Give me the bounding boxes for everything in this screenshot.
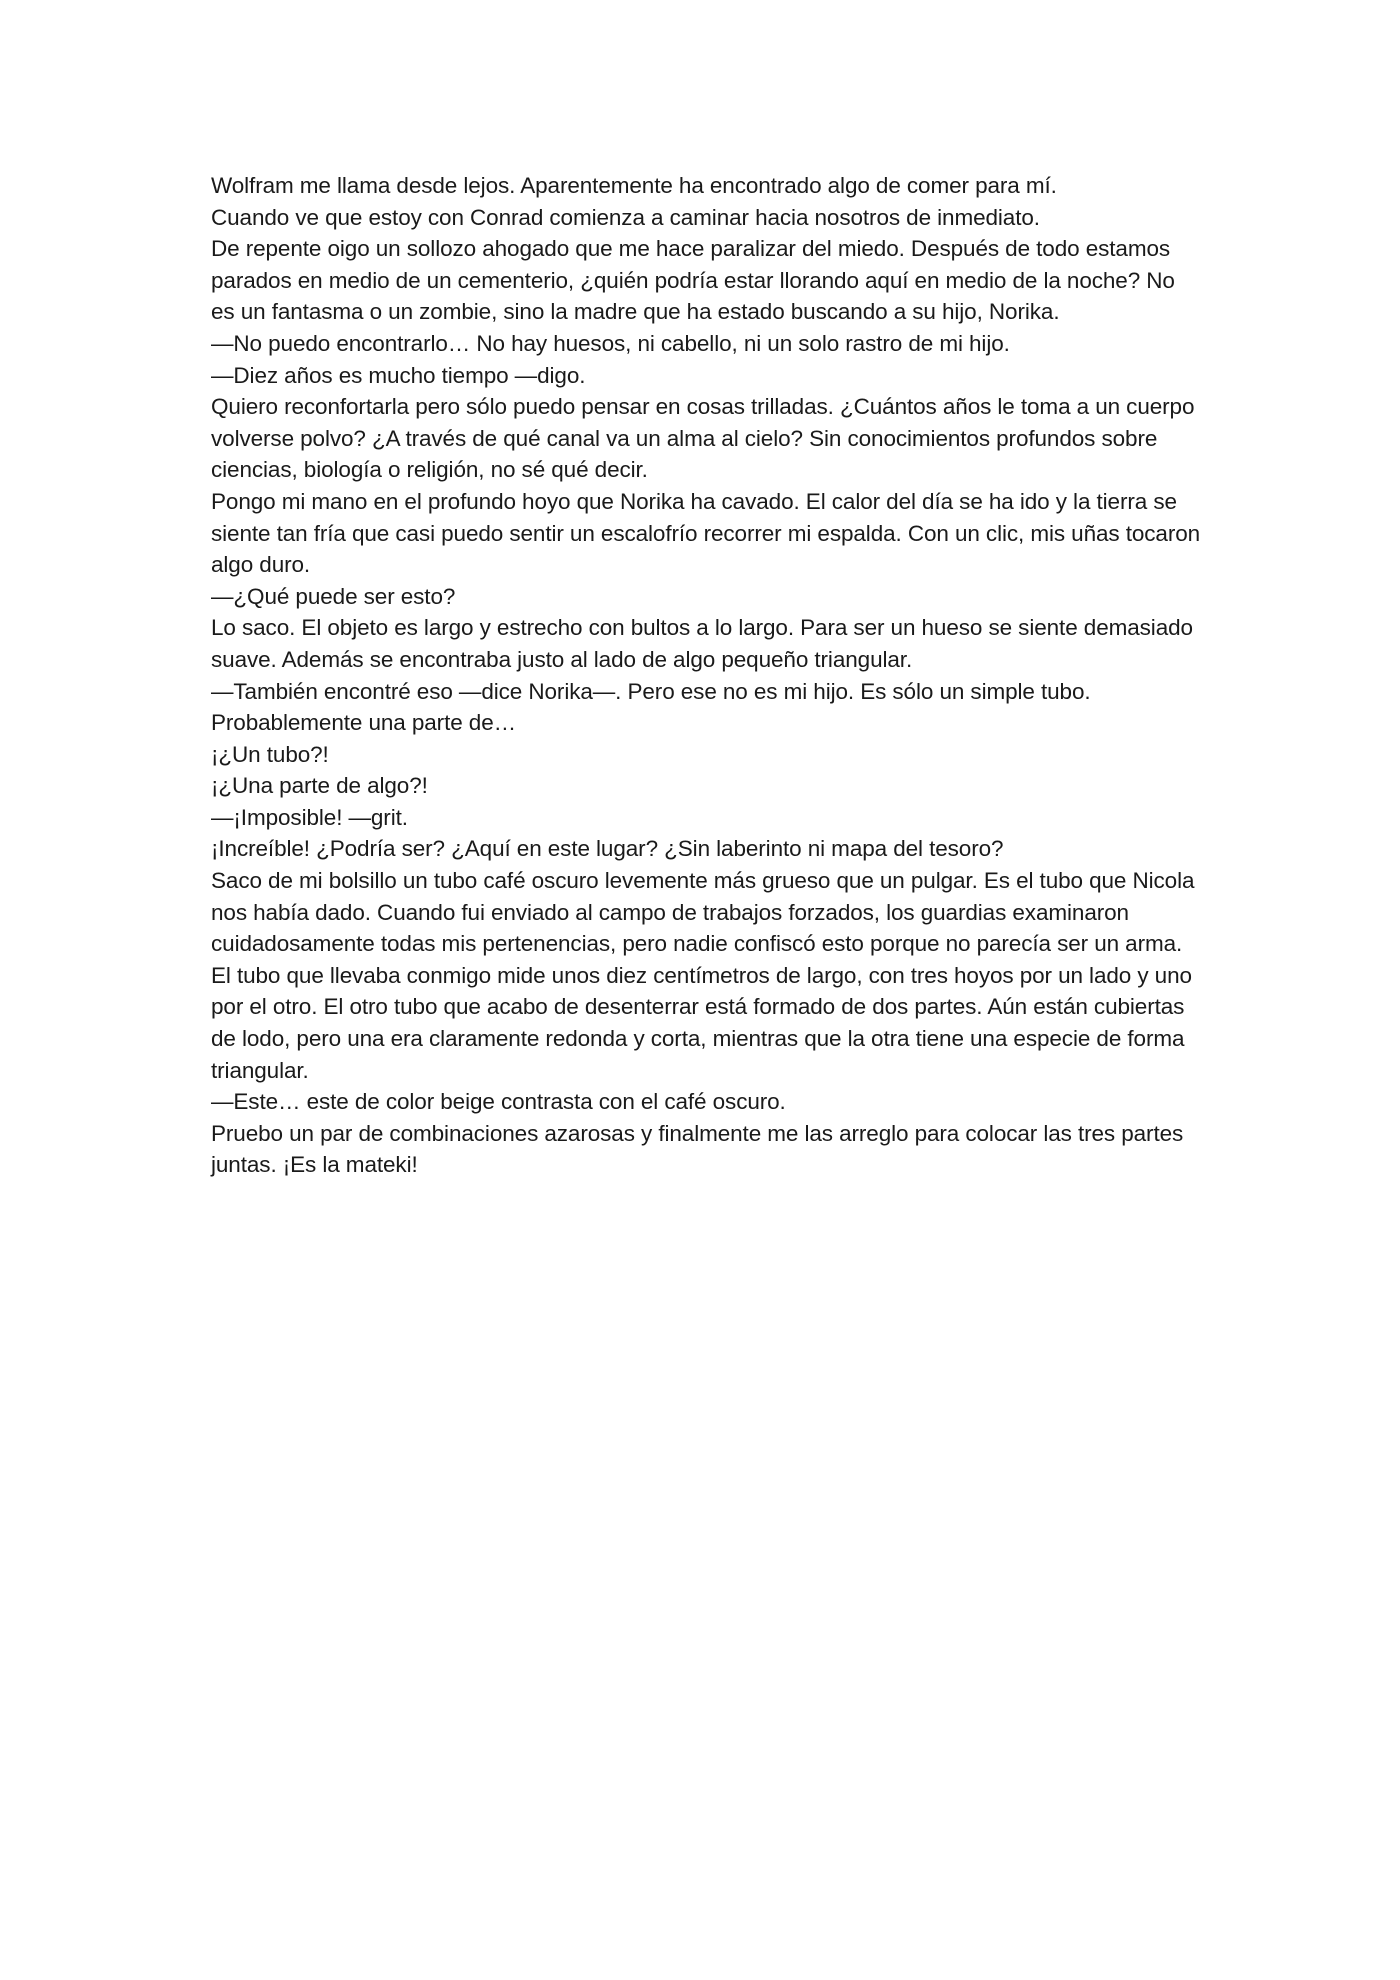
paragraph: Pongo mi mano en el profundo hoyo que Norika ha cavado. El calor del día se ha ido y la tierra se siente tan fría que casi puedo sentir un escalofrío recorrer mi espalda. Con un clic, mis uñas tocaron algo duro. — [211, 488, 1201, 578]
paragraph: —También encontré eso —dice Norika—. Pero ese no es mi hijo. Es sólo un simple tubo. Probablemente una parte de… — [211, 678, 1091, 736]
paragraph: Pruebo un par de combinaciones azarosas y finalmente me las arreglo para colocar las tres partes juntas. ¡Es la mateki! — [211, 1120, 1184, 1178]
paragraph: Quiero reconfortarla pero sólo puedo pensar en cosas trilladas. ¿Cuántos años le toma a un cuerpo volverse polvo? ¿A través de qué canal va un alma al cielo? Sin conocimientos profundos sobre ciencias, biología o religión, no sé qué decir. — [211, 394, 1195, 483]
paragraph: —¡Imposible! —grit. — [211, 804, 408, 830]
body-text — [211, 170, 1201, 1181]
paragraph: Lo saco. El objeto es largo y estrecho con bultos a lo largo. Para ser un hueso se siente demasiado suave. Además se encontraba justo al lado de algo pequeño triangular. — [211, 615, 1193, 672]
paragraph: —Este… este de color beige contrasta con el café oscuro. — [211, 1089, 786, 1115]
paragraph: Cuando ve que estoy con Conrad comienza a caminar hacia nosotros de inmediato. — [211, 204, 1040, 230]
paragraph: ¡¿Una parte de algo?! — [211, 773, 428, 799]
paragraph: —No puedo encontrarlo… No hay huesos, ni cabello, ni un solo rastro de mi hijo. — [211, 330, 1010, 356]
paragraph: ¡¿Un tubo?! — [211, 741, 329, 767]
paragraph: —¿Qué puede ser esto? — [211, 583, 456, 609]
paragraph: Saco de mi bolsillo un tubo café oscuro levemente más grueso que un pulgar. Es el tubo que Nicola nos había dado. Cuando fui enviado al campo de trabajos forzados, los guardias examinaron cuidadosamente todas mis pertenencias, pero nadie confiscó esto porque no parecía ser un arma. El tubo que llevaba conmigo mide unos diez centímetros de largo, con tres hoyos por un lado y uno por el otro. El otro tubo que acabo de desenterrar está formado de dos partes. Aún están cubiertas de lodo, pero una era claramente redonda y corta, mientras que la otra tiene una especie de forma triangular. — [211, 868, 1195, 1083]
paragraph: ¡Increíble! ¿Podría ser? ¿Aquí en este lugar? ¿Sin laberinto ni mapa del tesoro? — [211, 836, 1004, 862]
paragraph: Wolfram me llama desde lejos. Aparentemente ha encontrado algo de comer para mí. — [211, 173, 1057, 198]
paragraph: —Diez años es mucho tiempo —digo. — [211, 362, 586, 388]
paragraph: De repente oigo un sollozo ahogado que me hace paralizar del miedo. Después de todo estamos parados en medio de un cementerio, ¿quién podría estar llorando aquí en medio de la noche? No es un fantasma o un zombie, sino la madre que ha estado buscando a su hijo, Norika. — [211, 236, 1175, 325]
